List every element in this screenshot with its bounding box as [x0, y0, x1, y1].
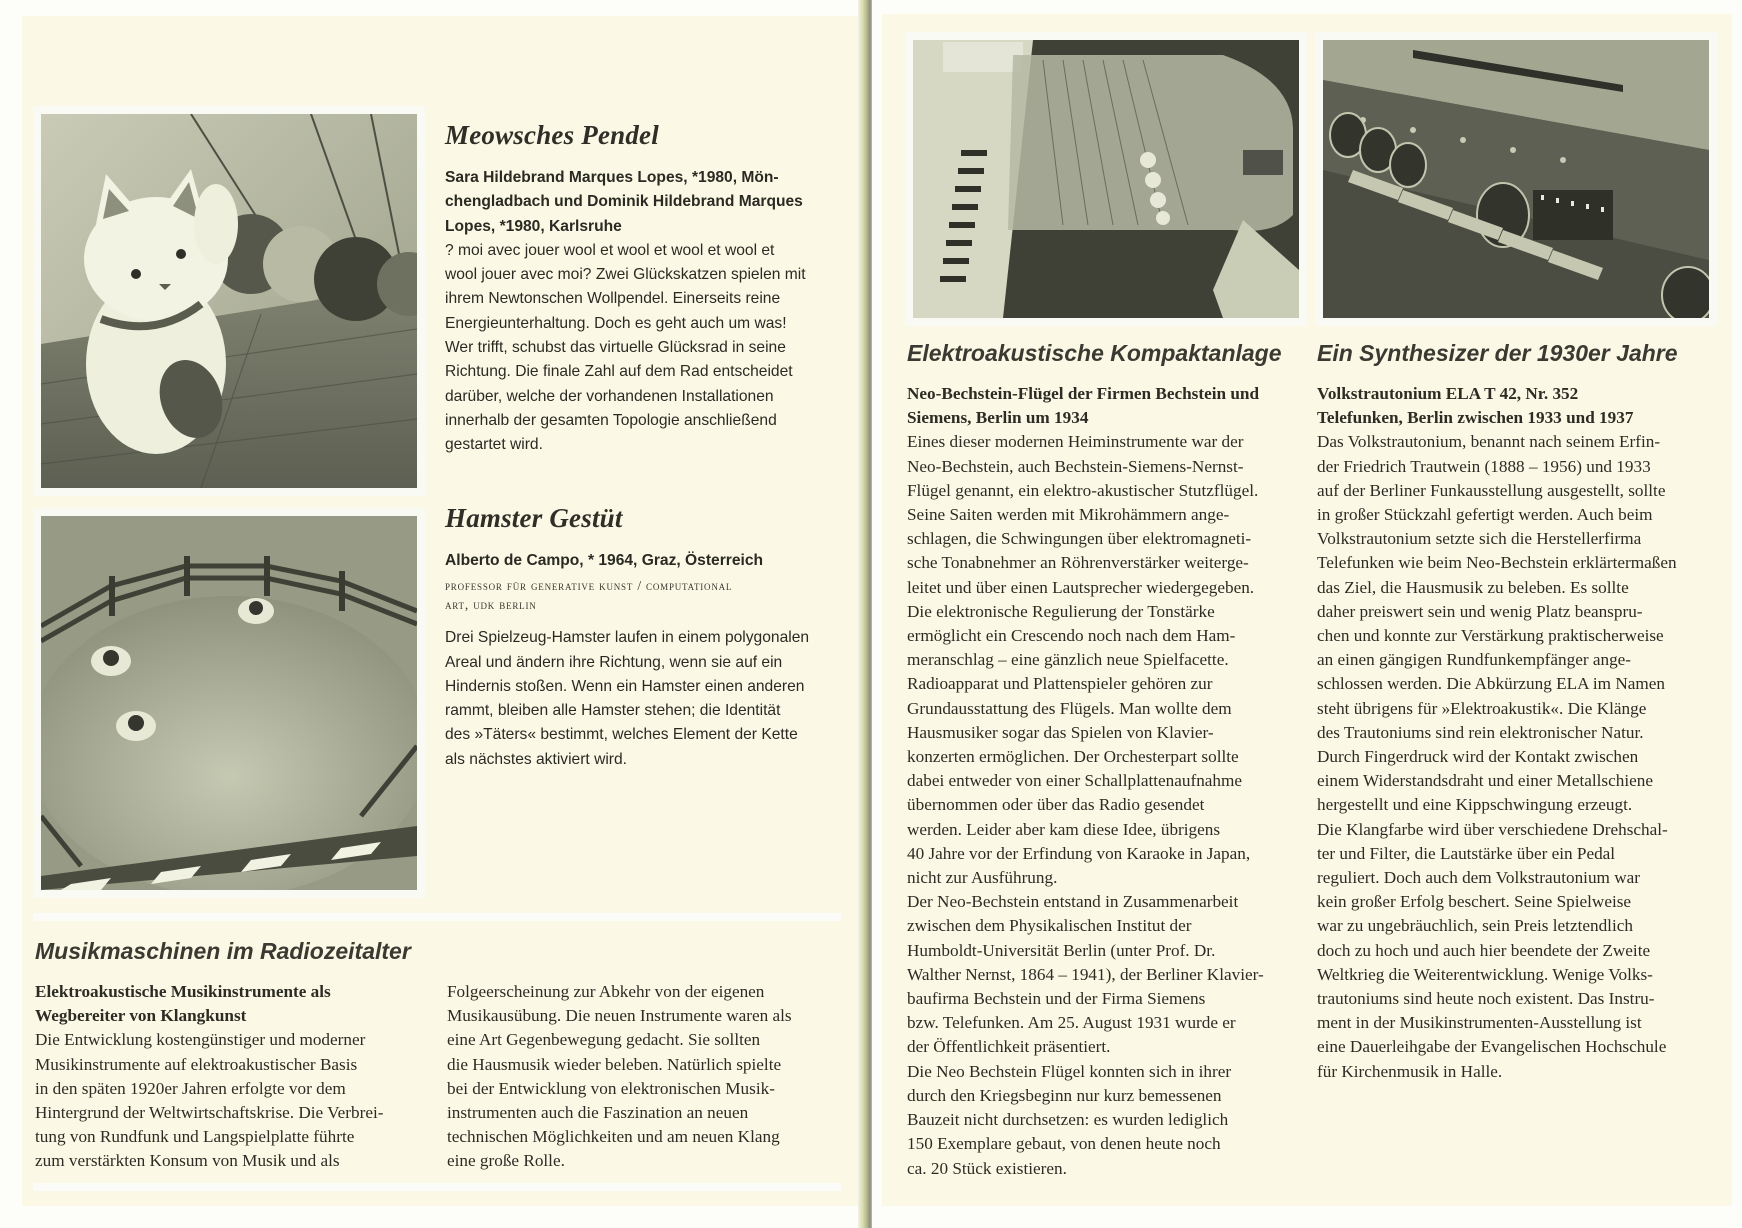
- radio-body-line: Hintergrund der Weltwirtschaftskrise. Die Verbrei-: [35, 1103, 384, 1123]
- kompakt-body-line: dabei entweder von einer Schallplattenaufnahme: [907, 771, 1243, 791]
- hamster-role: [445, 577, 845, 614]
- meowsches-body-line: ? moi avec jouer wool et wool et wool et wool et: [445, 241, 775, 259]
- synth-photo-frame: [1315, 32, 1717, 326]
- radio-body-line: Folgeerscheinung zur Abkehr von der eigenen: [447, 982, 765, 1001]
- kompakt-body-line: sche Tonabnehmer an Röhrenverstärker weiterge-: [907, 553, 1249, 573]
- synth-body-line: Durch Fingerdruck wird der Kontakt zwischen: [1317, 747, 1639, 767]
- kompakt-body-line: der Öffentlichkeit präsentiert.: [907, 1037, 1111, 1057]
- kompakt-body-line: Flügel genannt, ein elektro-akustischer Stutzflügel.: [907, 480, 1259, 500]
- kompakt-body-line: Walther Nernst, 1864 – 1941), der Berliner Klavier-: [907, 964, 1264, 984]
- synth-body-line: Die Klangfarbe wird über verschiedene Drehschal-: [1317, 819, 1668, 839]
- synth-body-line: kein großer Erfolg beschert. Seine Spielweise: [1317, 892, 1632, 912]
- meowsches-body-line: darüber, welche der vorhandenen Installationen: [445, 387, 774, 405]
- synth-body-line: des Trautoniums sind rein elektronischer Natur.: [1317, 722, 1644, 742]
- synth-body-line: ment in der Musikinstrumenten-Ausstellung ist: [1317, 1013, 1642, 1033]
- cat-photo-icon: [41, 114, 417, 488]
- kompakt-body-line: durch den Kriegsbeginn nur kurz bemessenen: [907, 1085, 1222, 1105]
- meowsches-body-line: Richtung. Die finale Zahl auf dem Rad entscheidet: [445, 363, 793, 381]
- synth-body-line: eine Dauerleihgabe der Evangelischen Hochschule: [1317, 1037, 1667, 1057]
- hamster-body-line: des »Täters« bestimmt, welches Element der Kette: [445, 726, 798, 744]
- radio-body-line: eine große Rolle.: [447, 1151, 565, 1171]
- synth-body-line: reguliert. Doch auch dem Volkstrautonium war: [1317, 868, 1640, 888]
- kompakt-body-line: Die Neo Bechstein Flügel konnten sich in ihrer: [907, 1061, 1232, 1081]
- synth-body-line: in großer Stückzahl gefertigt werden. Auch beim: [1317, 505, 1653, 525]
- kompakt-body-line: Humboldt-Universität Berlin (unter Prof. Dr.: [907, 940, 1216, 960]
- kompakt-body-line: Die elektronische Regulierung der Tonstärke: [907, 601, 1215, 621]
- kompakt-body-line: Seine Saiten werden mit Mikrohämmern ange-: [907, 505, 1230, 525]
- synth-body-line: Telefunken wie beim Neo-Bechstein erklärtermaßen: [1317, 553, 1677, 573]
- synth-body-line: Volkstrautonium setzte sich die Herstellerfirma: [1317, 529, 1642, 549]
- synth-photo-icon: [1323, 40, 1709, 318]
- kompakt-subtitle-line: Siemens, Berlin um 1934: [907, 408, 1089, 428]
- radio-body-line: bei der Entwicklung von elektronischen Musik-: [447, 1078, 775, 1098]
- meowsches-body-line: innerhalb der gesamten Topologie anschließend: [445, 411, 777, 429]
- synth-body-line: ter und Filter, die Lautstärke über ein Pedal: [1317, 843, 1616, 863]
- kompakt-body-line: übernommen oder über das Radio gesendet: [907, 795, 1205, 815]
- radio-body-line: Die Entwicklung kostengünstiger und moderner: [35, 1030, 366, 1050]
- radio-body-line: Musikausübung. Die neuen Instrumente waren als: [447, 1006, 792, 1026]
- radio-body-line: Musikinstrumente auf elektroakustischer Basis: [35, 1054, 358, 1074]
- kompakt-body-line: meranschlag – eine gänzlich neue Spielfacette.: [907, 650, 1229, 670]
- hamster-body-line: Areal und ändern ihre Richtung, wenn sie auf ein: [445, 653, 783, 671]
- hamster-body-line: rammt, bleiben alle Hamster stehen; die Identität: [445, 702, 781, 720]
- radio-col1: [35, 980, 425, 1174]
- right-page: [872, 0, 1742, 1228]
- synth-body-line: Weltkrieg die Weiterentwicklung. Wenige Volks-: [1317, 964, 1653, 984]
- radio-body-line: zum verstärkten Konsum von Musik und als: [35, 1151, 340, 1171]
- radio-body-line: technischen Möglichkeiten und am neuen Klang: [447, 1127, 780, 1147]
- piano-photo-icon: [913, 40, 1299, 318]
- kompakt-body-line: Eines dieser modernen Heiminstrumente war der: [907, 432, 1244, 452]
- hamster-body-line: Drei Spielzeug-Hamster laufen in einem polygonalen: [445, 629, 810, 647]
- kompakt-body-line: Neo-Bechstein, auch Bechstein-Siemens-Nernst-: [907, 456, 1244, 476]
- hamster-title: Hamster Gestüt: [445, 503, 623, 533]
- kompakt-body-line: Hausmusiker sogar das Spielen von Klavier-: [907, 722, 1214, 742]
- kompakt-body-line: baufirma Bechstein und der Firma Siemens: [907, 989, 1206, 1009]
- kompakt-body-line: ca. 20 Stück existieren.: [907, 1158, 1067, 1178]
- synth-body-line: für Kirchenmusik in Halle.: [1317, 1061, 1503, 1081]
- maneki-neko-cat-photo: [41, 114, 417, 488]
- synth-body-line: chen und konnte zur Verstärkung praktischerweise: [1317, 626, 1664, 646]
- kompakt-text: [907, 382, 1307, 1181]
- hamster-body-line: Hindernis stoßen. Wenn ein Hamster einen anderen: [445, 677, 805, 695]
- left-divider-strip: [33, 913, 841, 921]
- hamster-role-line: art, udk berlin: [445, 596, 537, 612]
- meowsches-body-line: Wer trifft, schubst das virtuelle Glücksrad in seine: [445, 339, 786, 357]
- left-bottom-strip: [33, 1183, 841, 1191]
- synth-body-line: das Ziel, die Hausmusik zu beleben. Es sollte: [1317, 577, 1629, 597]
- radio-body-line: instrumenten auch die Faszination an neuen: [447, 1103, 749, 1123]
- synth-text: [1317, 382, 1717, 1084]
- neo-bechstein-piano-photo: [913, 40, 1299, 318]
- synth-body-line: Das Volkstrautonium, benannt nach seinem Erfin-: [1317, 432, 1661, 452]
- meowsches-body-line: ihrem Newtonschen Wollpendel. Einerseits reine: [445, 290, 781, 308]
- cat-photo-frame: [33, 106, 425, 496]
- hamster-arena-photo: [41, 516, 417, 890]
- radio-subtitle-line: Wegbereiter von Klangkunst: [35, 1006, 247, 1026]
- left-page: [0, 0, 862, 1228]
- radio-section-title: Musikmaschinen im Radiozeitalter: [35, 938, 411, 964]
- piano-photo-frame: [905, 32, 1307, 326]
- kompakt-subtitle-line: Neo-Bechstein-Flügel der Firmen Bechstein und: [907, 384, 1259, 403]
- kompakt-body-line: 150 Exemplare gebaut, von denen heute noch: [907, 1134, 1221, 1154]
- radio-body-line: tung von Rundfunk und Langspielplatte führte: [35, 1127, 355, 1147]
- meowsches-author-line: Sara Hildebrand Marques Lopes, *1980, Mön-: [445, 169, 779, 186]
- kompakt-body-line: zwischen dem Physikalischen Institut der: [907, 916, 1192, 936]
- kompakt-body-line: leitet und über einen Lautsprecher wiedergegeben.: [907, 577, 1255, 597]
- hamster-photo-icon: [41, 516, 417, 890]
- meowsches-title: Meowsches Pendel: [445, 120, 659, 150]
- kompakt-body-line: nicht zur Ausführung.: [907, 868, 1058, 888]
- radio-body-line: die Hausmusik wieder beleben. Natürlich spielte: [447, 1054, 782, 1074]
- meowsches-body-line: gestartet wird.: [445, 436, 543, 454]
- synth-body-line: doch zu hoch und auch hier beendete der Zweite: [1317, 940, 1651, 960]
- meowsches-author-line: Lopes, *1980, Karlsruhe: [445, 217, 622, 235]
- kompakt-body-line: 40 Jahre vor der Erfindung von Karaoke in Japan,: [907, 843, 1251, 863]
- synth-subtitle-line: Volkstrautonium ELA T 42, Nr. 352: [1317, 384, 1579, 403]
- hamster-text: [445, 549, 845, 772]
- synth-body-line: an einen gängigen Rundfunkempfänger ange-: [1317, 650, 1632, 670]
- radio-col2: [447, 980, 847, 1174]
- meowsches-author-line: chengladbach und Dominik Hildebrand Marques: [445, 193, 803, 211]
- synth-title: Ein Synthesizer der 1930er Jahre: [1317, 340, 1678, 366]
- synth-body-line: einem Widerstandsdraht und einer Metallschiene: [1317, 771, 1653, 791]
- radio-body-line: in den späten 1920er Jahren erfolgte vor dem: [35, 1078, 346, 1098]
- synth-body-line: war zu ungebräuchlich, sein Preis letztendlich: [1317, 916, 1633, 936]
- synth-body-line: steht übrigens für »Elektroakustik«. Die Klänge: [1317, 698, 1647, 718]
- kompakt-body-line: konzerten ermöglichen. Der Orchesterpart sollte: [907, 747, 1239, 767]
- synth-subtitle-line: Telefunken, Berlin zwischen 1933 und 1937: [1317, 408, 1634, 428]
- meowsches-body-line: Energieunterhaltung. Doch es geht auch um was!: [445, 314, 787, 332]
- kompakt-body-line: Bauzeit nicht durchsetzen: es wurden lediglich: [907, 1110, 1229, 1130]
- synth-body-line: daher preiswert sein und wenig Platz beanspru-: [1317, 601, 1643, 621]
- kompakt-body-line: werden. Leider aber kam diese Idee, übrigens: [907, 819, 1221, 839]
- kompakt-body-line: Der Neo-Bechstein entstand in Zusammenarbeit: [907, 892, 1239, 912]
- radio-subtitle-line: Elektroakustische Musikinstrumente als: [35, 982, 331, 1001]
- kompakt-body-line: Radioapparat und Plattenspieler gehören zur: [907, 674, 1213, 694]
- kompakt-body-line: Grundausstattung des Flügels. Man wollte dem: [907, 698, 1232, 718]
- volkstrautonium-photo: [1323, 40, 1709, 318]
- kompakt-body-line: ermöglicht ein Crescendo noch nach dem Ham-: [907, 626, 1236, 646]
- synth-body-line: auf der Berliner Funkausstellung ausgestellt, sollte: [1317, 480, 1666, 500]
- hamster-role-line: professor für generative kunst / computational: [445, 578, 733, 594]
- meowsches-body-line: wool jouer avec moi? Zwei Glückskatzen spielen mit: [445, 266, 806, 284]
- kompakt-body-line: schlagen, die Schwingungen über elektromagneti-: [907, 529, 1252, 549]
- kompakt-body-line: bzw. Telefunken. Am 25. August 1931 wurde er: [907, 1013, 1236, 1033]
- meowsches-text: [445, 166, 845, 458]
- hamster-body-line: als nächstes aktiviert wird.: [445, 750, 627, 768]
- synth-body-line: trautoniums sind heute noch existent. Das Instru-: [1317, 989, 1655, 1009]
- synth-body-line: der Friedrich Trautwein (1888 – 1956) und 1933: [1317, 456, 1651, 476]
- kompakt-title: Elektroakustische Kompaktanlage: [907, 340, 1282, 366]
- radio-body-line: eine Art Gegenbewegung gedacht. Sie sollten: [447, 1030, 761, 1050]
- synth-body-line: hergestellt und eine Kippschwingung erzeugt.: [1317, 795, 1633, 815]
- hamster-author: Alberto de Campo, * 1964, Graz, Österreich: [445, 552, 764, 569]
- synth-body-line: schlossen werden. Die Abkürzung ELA im Namen: [1317, 674, 1665, 694]
- hamster-photo-frame: [33, 508, 425, 898]
